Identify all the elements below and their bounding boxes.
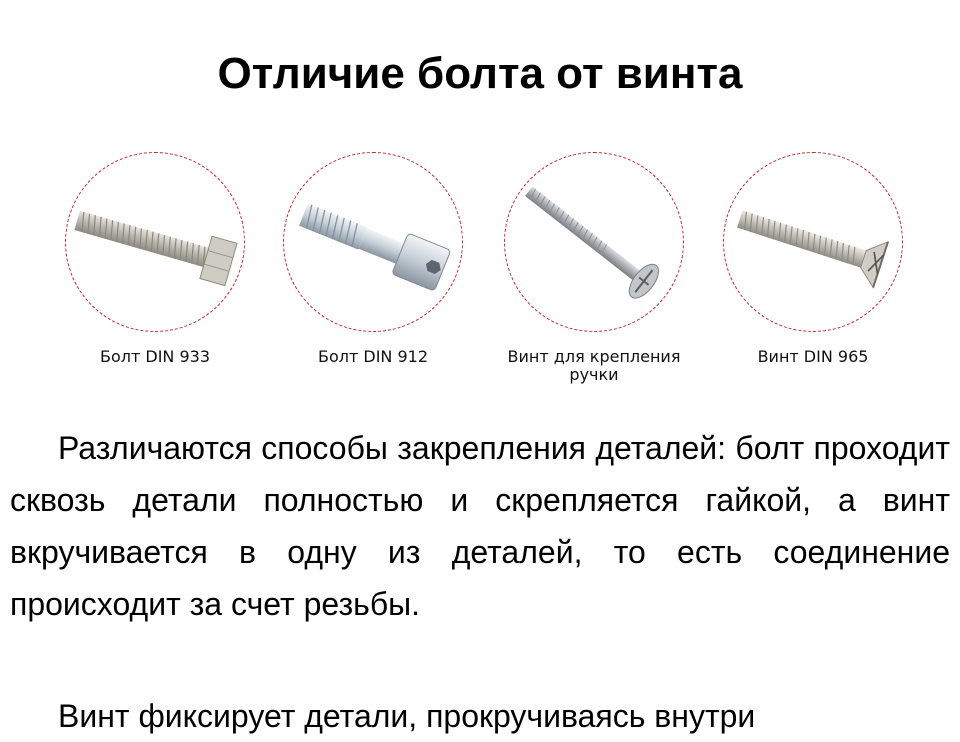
hex-bolt-icon [66, 153, 245, 332]
figure-caption: Винт для крепления ручки [507, 347, 681, 384]
body-paragraph: Различаются способы закрепления деталей: болт проходит сквозь детали полностью и скрепляется гайкой, а винт вкручивается в одну из деталей, то есть соединение происходит за счет резьбы. [10, 430, 950, 622]
figure-caption: Болт DIN 912 [317, 347, 429, 366]
figure-circle [504, 152, 684, 332]
countersunk-screw-icon [724, 153, 903, 332]
figure-circle [283, 152, 463, 332]
socket-head-bolt-icon [284, 153, 463, 332]
figure-circle [723, 152, 903, 332]
handle-screw-icon [505, 153, 684, 332]
slide-title: Отличие болта от винта [217, 49, 743, 98]
body-paragraph-continued: Винт фиксирует детали, прокручиваясь внутри [58, 698, 756, 734]
figure-circle [65, 152, 245, 332]
figure-caption: Болт DIN 933 [99, 347, 211, 366]
figure-caption: Винт DIN 965 [757, 347, 869, 366]
